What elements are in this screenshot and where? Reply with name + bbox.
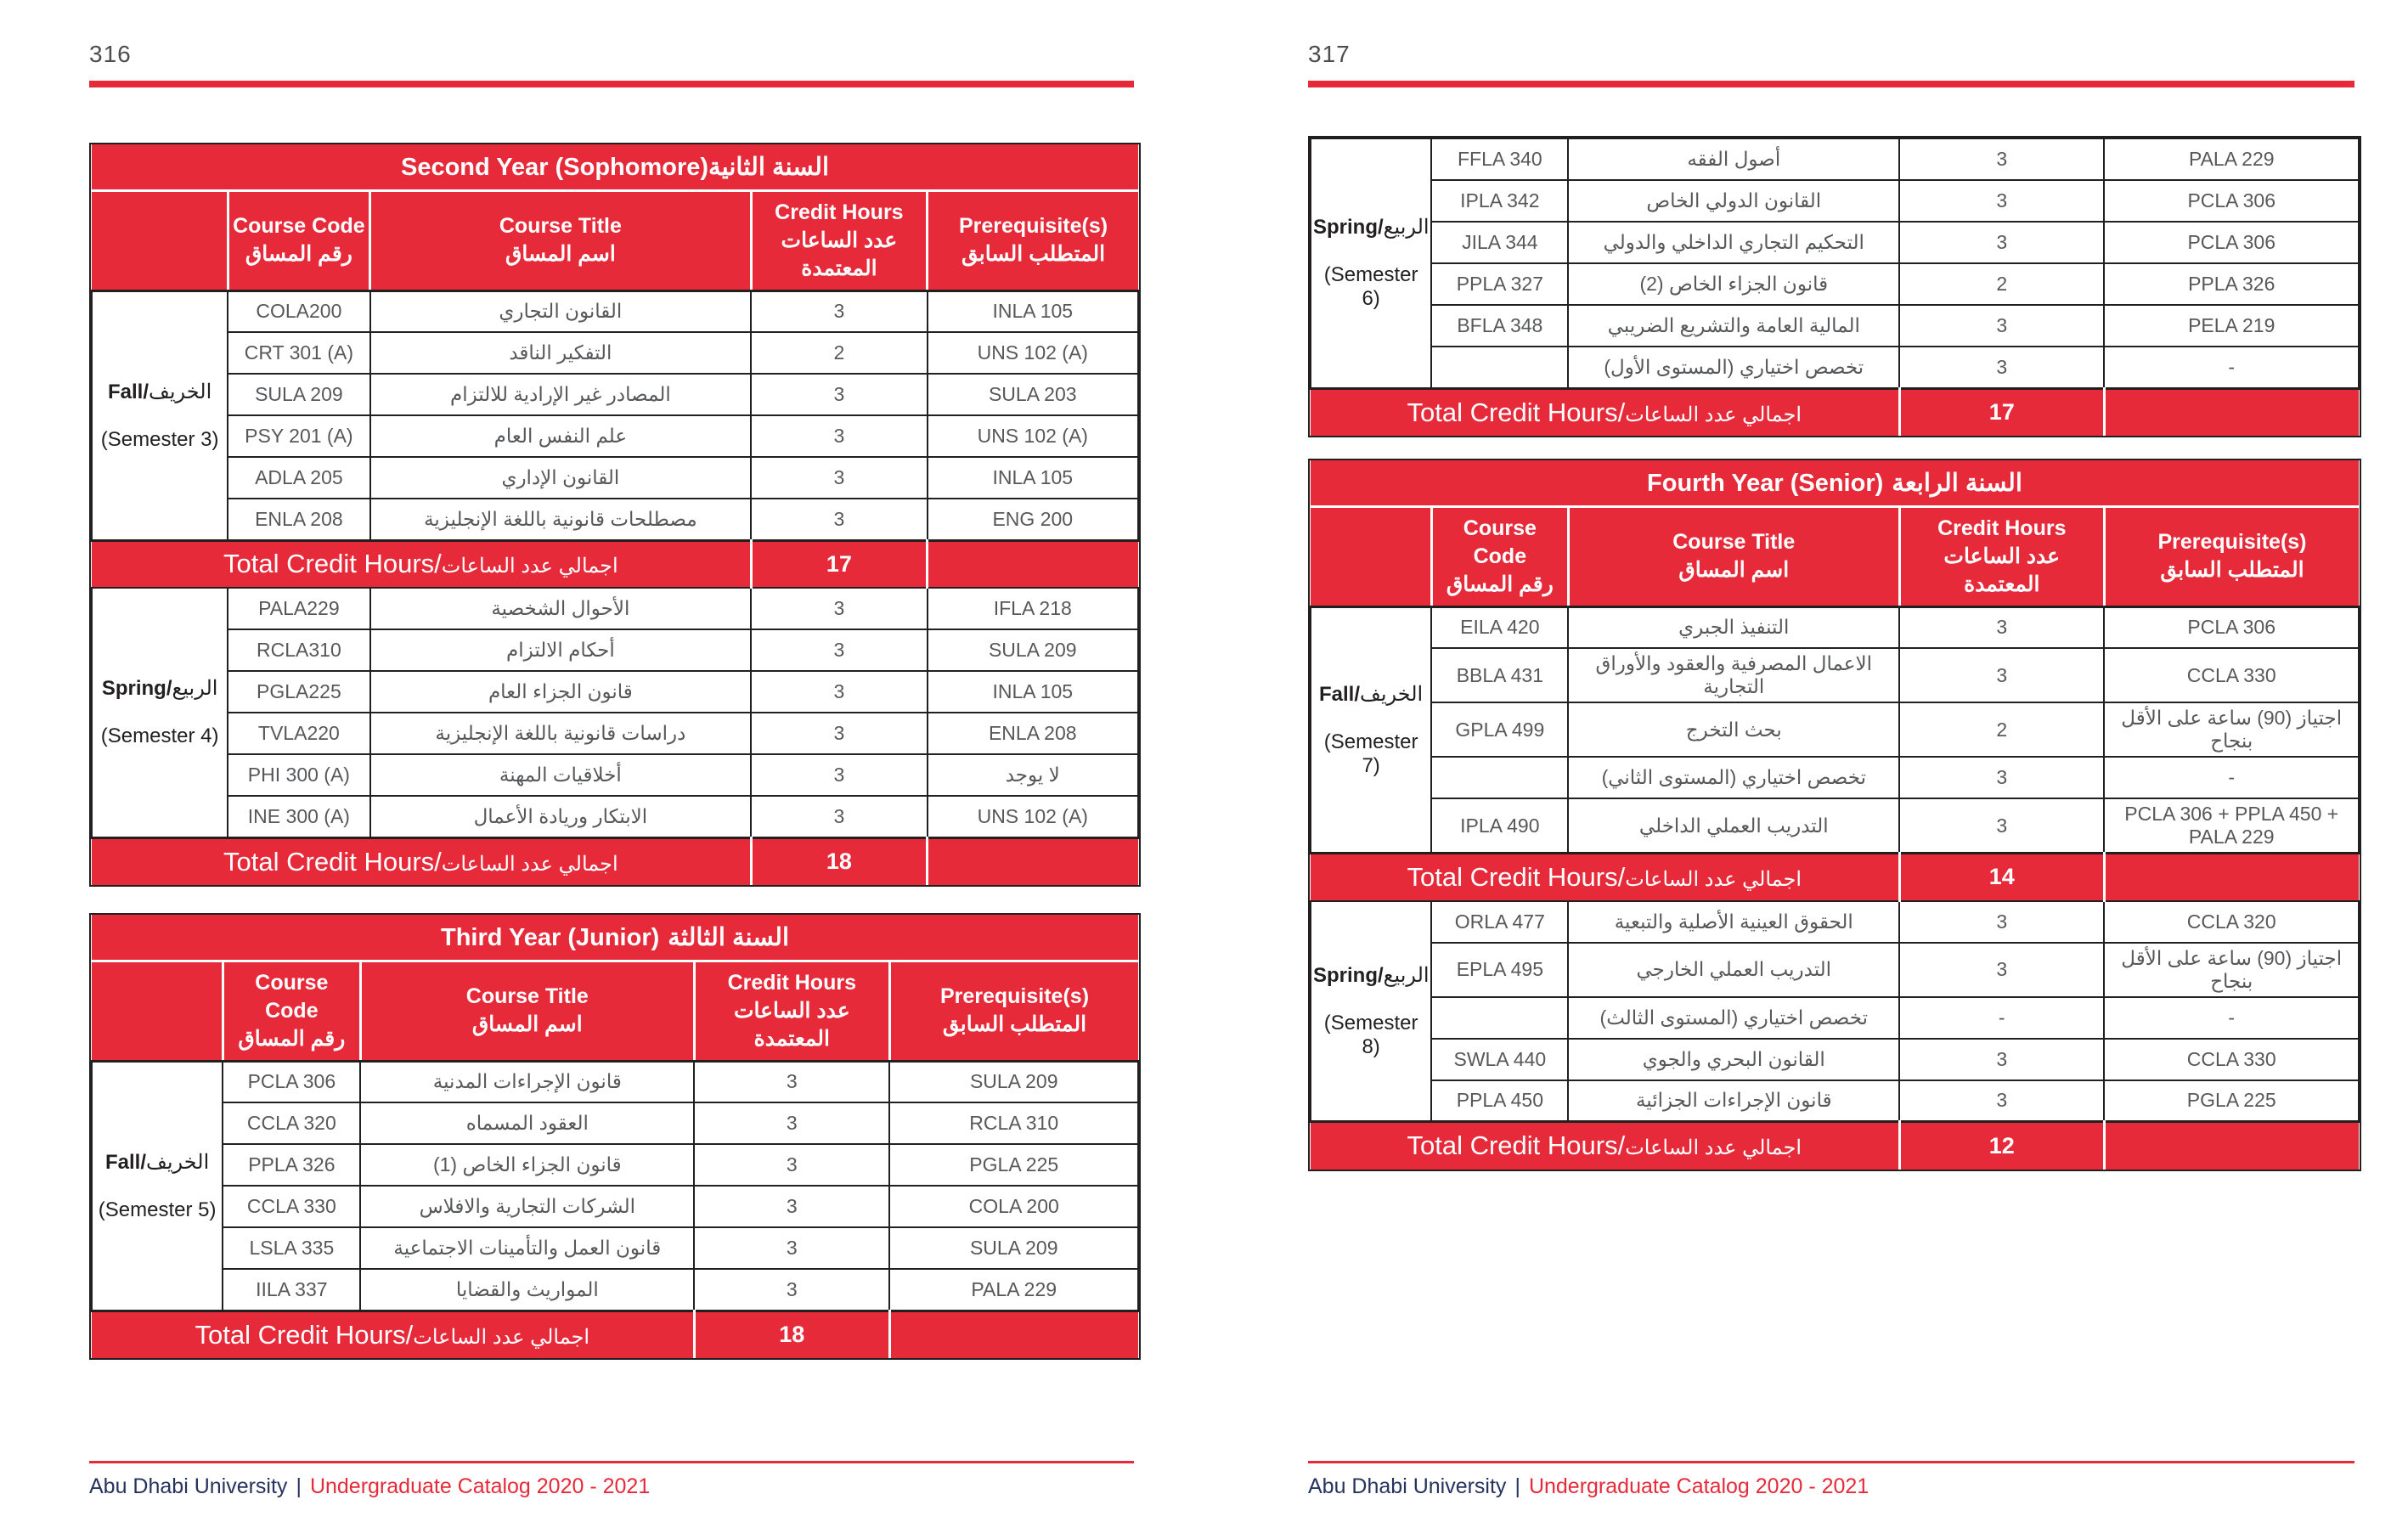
column-header-row bbox=[92, 961, 1138, 1061]
total-empty-cell bbox=[2104, 388, 2359, 436]
course-title-cell: علم النفس العام bbox=[370, 415, 752, 457]
footer-separator: | bbox=[296, 1474, 302, 1498]
course-code-cell: PPLA 327 bbox=[1431, 263, 1568, 305]
semester-cell bbox=[1311, 606, 1431, 854]
course-code-cell: IPLA 342 bbox=[1431, 180, 1568, 222]
credit-hours-cell: - bbox=[1899, 997, 2104, 1039]
corner-cell bbox=[92, 190, 228, 290]
prereq-cell: CCLA 320 bbox=[2104, 901, 2359, 943]
course-code-cell: PSY 201 (A) bbox=[228, 415, 369, 457]
total-label-cell: Total Credit Hours/اجمالي عدد الساعات bbox=[1311, 854, 1899, 901]
prereq-cell: PALA 229 bbox=[889, 1269, 1138, 1311]
total-label-cell: Total Credit Hours/اجمالي عدد الساعات bbox=[92, 1311, 694, 1358]
credit-hours-cell: 3 bbox=[1899, 648, 2104, 702]
prereq-cell: PCLA 306 + PPLA 450 + PALA 229 bbox=[2104, 798, 2359, 854]
course-row bbox=[1311, 901, 2359, 943]
prereq-cell: ENLA 208 bbox=[928, 713, 1138, 754]
prereq-cell: INLA 105 bbox=[928, 457, 1138, 499]
course-title-cell: تخصص اختياري (المستوى الثاني) bbox=[1568, 757, 1899, 798]
total-label-cell: Total Credit Hours/اجمالي عدد الساعات bbox=[92, 837, 751, 885]
course-title-cell: بحث التخرج bbox=[1568, 702, 1899, 757]
prereq-cell: PGLA 225 bbox=[2104, 1080, 2359, 1122]
prereq-header: Prerequisite(s) المتطلب السابق bbox=[928, 190, 1138, 290]
course-title-cell: الحقوق العينية الأصلية والتبعية bbox=[1568, 901, 1899, 943]
prereq-header: Prerequisite(s) المتطلب السابق bbox=[2104, 506, 2359, 606]
total-label-cell: Total Credit Hours/اجمالي عدد الساعات bbox=[1311, 388, 1899, 436]
course-title-cell: القانون الإداري bbox=[370, 457, 752, 499]
course-table bbox=[1310, 138, 2360, 436]
prereq-cell: PELA 219 bbox=[2104, 305, 2359, 347]
course-code-cell: PGLA225 bbox=[228, 671, 369, 713]
course-code-cell: PHI 300 (A) bbox=[228, 754, 369, 796]
credit-hours-cell: 2 bbox=[751, 332, 927, 374]
course-code-cell: TVLA220 bbox=[228, 713, 369, 754]
footer-separator: | bbox=[1514, 1474, 1520, 1498]
course-title-cell: تخصص اختياري (المستوى الأول) bbox=[1568, 347, 1899, 388]
corner-cell bbox=[1311, 506, 1431, 606]
prereq-cell: ENG 200 bbox=[928, 499, 1138, 540]
credit-header: Credit Hours عدد الساعات المعتمدة bbox=[1899, 506, 2104, 606]
code-header: Course Code رقم المساق bbox=[1431, 506, 1568, 606]
prereq-cell: لا يوجد bbox=[928, 754, 1138, 796]
credit-hours-cell: 3 bbox=[1899, 180, 2104, 222]
semester-cell bbox=[92, 1061, 223, 1311]
prereq-cell: CCLA 330 bbox=[2104, 1039, 2359, 1080]
prereq-cell: SULA 203 bbox=[928, 374, 1138, 415]
course-row bbox=[92, 588, 1138, 629]
prereq-cell: - bbox=[2104, 347, 2359, 388]
total-value-cell: 12 bbox=[1899, 1122, 2104, 1170]
credit-header: Credit Hours عدد الساعات المعتمدة bbox=[694, 961, 889, 1061]
senior-table bbox=[1308, 459, 2361, 1171]
course-row bbox=[1311, 997, 2359, 1039]
prereq-cell: SULA 209 bbox=[928, 629, 1138, 671]
semester-cell bbox=[1311, 138, 1431, 388]
footer-university: Abu Dhabi University bbox=[89, 1474, 288, 1498]
footer-rule bbox=[89, 1461, 1134, 1463]
prereq-cell: UNS 102 (A) bbox=[928, 332, 1138, 374]
header-rule bbox=[89, 81, 1134, 87]
course-row bbox=[92, 1102, 1138, 1144]
course-title-cell: التفكير الناقد bbox=[370, 332, 752, 374]
semester-cell bbox=[92, 290, 228, 540]
course-row bbox=[92, 629, 1138, 671]
course-code-cell: CCLA 330 bbox=[223, 1186, 360, 1227]
course-code-cell: BFLA 348 bbox=[1431, 305, 1568, 347]
sophomore-table bbox=[89, 143, 1141, 887]
course-title-cell: قانون الجزاء الخاص (1) bbox=[360, 1144, 694, 1186]
course-title-cell: المواريث والقضايا bbox=[360, 1269, 694, 1311]
course-row bbox=[1311, 263, 2359, 305]
footer bbox=[1308, 1474, 1869, 1499]
course-title-cell: القانون التجاري bbox=[370, 290, 752, 332]
course-title-cell: التحكيم التجاري الداخلي والدولي bbox=[1568, 222, 1899, 263]
course-title-cell: الابتكار وريادة الأعمال bbox=[370, 796, 752, 837]
course-code-cell: IILA 337 bbox=[223, 1269, 360, 1311]
course-row bbox=[92, 713, 1138, 754]
prereq-cell: CCLA 330 bbox=[2104, 648, 2359, 702]
course-code-cell: BBLA 431 bbox=[1431, 648, 1568, 702]
total-row bbox=[92, 1311, 1138, 1358]
total-value-cell: 18 bbox=[751, 837, 927, 885]
course-code-cell: RCLA310 bbox=[228, 629, 369, 671]
prereq-cell: IFLA 218 bbox=[928, 588, 1138, 629]
course-row bbox=[1311, 757, 2359, 798]
course-row bbox=[92, 671, 1138, 713]
course-row bbox=[92, 1061, 1138, 1102]
course-code-cell: JILA 344 bbox=[1431, 222, 1568, 263]
course-title-cell: دراسات قانونية باللغة الإنجليزية bbox=[370, 713, 752, 754]
credit-hours-cell: 3 bbox=[751, 499, 927, 540]
credit-hours-cell: 3 bbox=[1899, 798, 2104, 854]
credit-hours-cell: 3 bbox=[1899, 901, 2104, 943]
course-code-cell: PPLA 450 bbox=[1431, 1080, 1568, 1122]
course-code-cell: SWLA 440 bbox=[1431, 1039, 1568, 1080]
total-label-cell: Total Credit Hours/اجمالي عدد الساعات bbox=[92, 540, 751, 588]
credit-hours-cell: 3 bbox=[1899, 757, 2104, 798]
course-row bbox=[1311, 702, 2359, 757]
title-header: Course Title اسم المساق bbox=[1568, 506, 1899, 606]
course-code-cell: CRT 301 (A) bbox=[228, 332, 369, 374]
credit-hours-cell: 3 bbox=[751, 415, 927, 457]
course-code-cell: EPLA 495 bbox=[1431, 943, 1568, 997]
prereq-cell: PALA 229 bbox=[2104, 138, 2359, 180]
semester-label: Spring/الربيع bbox=[101, 677, 218, 701]
course-title-cell: أخلاقيات المهنة bbox=[370, 754, 752, 796]
prereq-cell: - bbox=[2104, 757, 2359, 798]
course-row bbox=[92, 374, 1138, 415]
page-number: 316 bbox=[89, 41, 132, 67]
course-row bbox=[92, 415, 1138, 457]
semester-number: (Semester 6) bbox=[1323, 263, 1418, 311]
total-row bbox=[92, 540, 1138, 588]
course-code-cell: CCLA 320 bbox=[223, 1102, 360, 1144]
table-title: Third Year (Junior) السنة الثالثة bbox=[92, 915, 1138, 961]
prereq-header: Prerequisite(s) المتطلب السابق bbox=[889, 961, 1138, 1061]
junior-table bbox=[89, 913, 1141, 1360]
credit-hours-cell: 3 bbox=[694, 1061, 889, 1102]
prereq-cell: SULA 209 bbox=[889, 1061, 1138, 1102]
prereq-cell: COLA 200 bbox=[889, 1186, 1138, 1227]
credit-hours-cell: 3 bbox=[751, 671, 927, 713]
prereq-cell: PCLA 306 bbox=[2104, 222, 2359, 263]
semester6-table bbox=[1308, 136, 2361, 437]
footer bbox=[89, 1474, 650, 1499]
course-row bbox=[1311, 606, 2359, 648]
credit-hours-cell: 3 bbox=[751, 457, 927, 499]
course-title-cell: الاعمال المصرفية والعقود والأوراق التجارية bbox=[1568, 648, 1899, 702]
column-header-row bbox=[1311, 506, 2359, 606]
credit-hours-cell: 3 bbox=[751, 629, 927, 671]
code-header: Course Code رقم المساق bbox=[223, 961, 360, 1061]
credit-hours-cell: 3 bbox=[1899, 305, 2104, 347]
prereq-cell: RCLA 310 bbox=[889, 1102, 1138, 1144]
credit-hours-cell: 3 bbox=[1899, 1039, 2104, 1080]
course-title-cell: قانون العمل والتأمينات الاجتماعية bbox=[360, 1227, 694, 1269]
course-code-cell: IPLA 490 bbox=[1431, 798, 1568, 854]
semester-cell bbox=[92, 588, 228, 837]
course-code-cell: LSLA 335 bbox=[223, 1227, 360, 1269]
course-title-cell: أصول الفقه bbox=[1568, 138, 1899, 180]
prereq-cell: UNS 102 (A) bbox=[928, 415, 1138, 457]
total-row bbox=[92, 837, 1138, 885]
title-header: Course Title اسم المساق bbox=[370, 190, 752, 290]
course-code-cell bbox=[1431, 347, 1568, 388]
semester-number: (Semester 8) bbox=[1323, 1011, 1418, 1058]
total-value-cell: 18 bbox=[694, 1311, 889, 1358]
course-row bbox=[1311, 798, 2359, 854]
course-title-cell: الشركات التجارية والافلاس bbox=[360, 1186, 694, 1227]
credit-hours-cell: 3 bbox=[751, 796, 927, 837]
course-code-cell bbox=[1431, 997, 1568, 1039]
credit-hours-cell: 3 bbox=[1899, 347, 2104, 388]
total-row bbox=[1311, 1122, 2359, 1170]
credit-hours-cell: 3 bbox=[694, 1227, 889, 1269]
semester-label: Fall/الخريف bbox=[1318, 682, 1424, 706]
total-row bbox=[1311, 854, 2359, 901]
footer-university: Abu Dhabi University bbox=[1308, 1474, 1507, 1498]
credit-hours-cell: 3 bbox=[751, 713, 927, 754]
page-number: 317 bbox=[1308, 41, 1351, 67]
course-row bbox=[1311, 1080, 2359, 1122]
course-code-cell: ORLA 477 bbox=[1431, 901, 1568, 943]
total-empty-cell bbox=[928, 540, 1138, 588]
semester-number: (Semester 5) bbox=[98, 1198, 217, 1221]
credit-hours-cell: 3 bbox=[694, 1102, 889, 1144]
title-header: Course Title اسم المساق bbox=[360, 961, 694, 1061]
course-title-cell: القانون الدولي الخاص bbox=[1568, 180, 1899, 222]
course-table bbox=[1310, 460, 2360, 1170]
course-title-cell: قانون الإجراءات المدنية bbox=[360, 1061, 694, 1102]
course-row bbox=[92, 332, 1138, 374]
code-header: Course Code رقم المساق bbox=[228, 190, 369, 290]
credit-hours-cell: 3 bbox=[694, 1269, 889, 1311]
credit-header: Credit Hours عدد الساعات المعتمدة bbox=[751, 190, 927, 290]
course-row bbox=[92, 290, 1138, 332]
prereq-cell: SULA 209 bbox=[889, 1227, 1138, 1269]
semester-number: (Semester 7) bbox=[1323, 730, 1418, 777]
course-row bbox=[92, 1227, 1138, 1269]
prereq-cell: اجتياز (90) ساعة على الأقل بنجاح bbox=[2104, 943, 2359, 997]
column-header-row bbox=[92, 190, 1138, 290]
course-code-cell: PPLA 326 bbox=[223, 1144, 360, 1186]
prereq-cell: PCLA 306 bbox=[2104, 180, 2359, 222]
course-code-cell: INE 300 (A) bbox=[228, 796, 369, 837]
semester-cell bbox=[1311, 901, 1431, 1122]
course-title-cell: قانون الجزاء الخاص (2) bbox=[1568, 263, 1899, 305]
course-row bbox=[92, 1144, 1138, 1186]
course-title-cell: قانون الإجراءات الجزائية bbox=[1568, 1080, 1899, 1122]
course-code-cell: ENLA 208 bbox=[228, 499, 369, 540]
course-title-cell: القانون البحري والجوي bbox=[1568, 1039, 1899, 1080]
credit-hours-cell: 3 bbox=[1899, 606, 2104, 648]
total-value-cell: 17 bbox=[1899, 388, 2104, 436]
course-row bbox=[1311, 943, 2359, 997]
course-row bbox=[92, 1269, 1138, 1311]
course-table bbox=[91, 144, 1139, 885]
course-title-cell: أحكام الالتزام bbox=[370, 629, 752, 671]
course-title-cell: قانون الجزاء العام bbox=[370, 671, 752, 713]
prereq-cell: اجتياز (90) ساعة على الأقل بنجاح bbox=[2104, 702, 2359, 757]
prereq-cell: INLA 105 bbox=[928, 290, 1138, 332]
course-code-cell: COLA200 bbox=[228, 290, 369, 332]
prereq-cell: PPLA 326 bbox=[2104, 263, 2359, 305]
prereq-cell: PGLA 225 bbox=[889, 1144, 1138, 1186]
course-row bbox=[1311, 180, 2359, 222]
table-title: Second Year (Sophomore)السنة الثانية bbox=[92, 144, 1138, 190]
footer-catalog: Undergraduate Catalog 2020 - 2021 bbox=[309, 1474, 651, 1498]
course-title-cell: تخصص اختياري (المستوى الثالث) bbox=[1568, 997, 1899, 1039]
semester-label: Spring/الربيع bbox=[1313, 963, 1430, 987]
total-value-cell: 17 bbox=[751, 540, 927, 588]
course-code-cell bbox=[1431, 757, 1568, 798]
course-row bbox=[1311, 1039, 2359, 1080]
course-row bbox=[1311, 305, 2359, 347]
total-row bbox=[1311, 388, 2359, 436]
credit-hours-cell: 3 bbox=[1899, 138, 2104, 180]
course-title-cell: التدريب العملي الداخلي bbox=[1568, 798, 1899, 854]
credit-hours-cell: 2 bbox=[1899, 263, 2104, 305]
course-code-cell: PCLA 306 bbox=[223, 1061, 360, 1102]
prereq-cell: INLA 105 bbox=[928, 671, 1138, 713]
course-row bbox=[92, 754, 1138, 796]
course-code-cell: ADLA 205 bbox=[228, 457, 369, 499]
semester-label: Fall/الخريف bbox=[107, 380, 212, 403]
course-row bbox=[1311, 222, 2359, 263]
credit-hours-cell: 3 bbox=[751, 290, 927, 332]
total-value-cell: 14 bbox=[1899, 854, 2104, 901]
course-title-cell: المالية العامة والتشريع الضريبي bbox=[1568, 305, 1899, 347]
credit-hours-cell: 2 bbox=[1899, 702, 2104, 757]
course-table bbox=[91, 915, 1139, 1358]
course-title-cell: العقود المسماه bbox=[360, 1102, 694, 1144]
header-rule bbox=[1308, 81, 2354, 87]
course-row bbox=[1311, 138, 2359, 180]
course-row bbox=[1311, 347, 2359, 388]
course-title-cell: المصادر غير الإرادية للالتزام bbox=[370, 374, 752, 415]
prereq-cell: UNS 102 (A) bbox=[928, 796, 1138, 837]
total-empty-cell bbox=[2104, 854, 2359, 901]
table-title: Fourth Year (Senior) السنة الرابعة bbox=[1311, 460, 2359, 506]
course-code-cell: FFLA 340 bbox=[1431, 138, 1568, 180]
corner-cell bbox=[92, 961, 223, 1061]
total-empty-cell bbox=[889, 1311, 1138, 1358]
semester-number: (Semester 3) bbox=[100, 427, 219, 451]
total-label-cell: Total Credit Hours/اجمالي عدد الساعات bbox=[1311, 1122, 1899, 1170]
semester-label: Fall/الخريف bbox=[104, 1150, 210, 1174]
course-row bbox=[92, 457, 1138, 499]
course-row bbox=[92, 1186, 1138, 1227]
course-row bbox=[92, 499, 1138, 540]
course-code-cell: SULA 209 bbox=[228, 374, 369, 415]
credit-hours-cell: 3 bbox=[1899, 943, 2104, 997]
prereq-cell: - bbox=[2104, 997, 2359, 1039]
prereq-cell: PCLA 306 bbox=[2104, 606, 2359, 648]
credit-hours-cell: 3 bbox=[751, 754, 927, 796]
semester-number: (Semester 4) bbox=[100, 724, 219, 748]
semester-label: Spring/الربيع bbox=[1313, 216, 1430, 240]
course-code-cell: PALA229 bbox=[228, 588, 369, 629]
credit-hours-cell: 3 bbox=[1899, 1080, 2104, 1122]
total-empty-cell bbox=[928, 837, 1138, 885]
footer-catalog: Undergraduate Catalog 2020 - 2021 bbox=[1528, 1474, 1869, 1498]
course-title-cell: مصطلحات قانونية باللغة الإنجليزية bbox=[370, 499, 752, 540]
table-title-row bbox=[92, 144, 1138, 190]
course-title-cell: الأحوال الشخصية bbox=[370, 588, 752, 629]
course-title-cell: التدريب العملي الخارجي bbox=[1568, 943, 1899, 997]
footer-rule bbox=[1308, 1461, 2354, 1463]
credit-hours-cell: 3 bbox=[694, 1144, 889, 1186]
credit-hours-cell: 3 bbox=[751, 588, 927, 629]
course-row bbox=[1311, 648, 2359, 702]
course-code-cell: EILA 420 bbox=[1431, 606, 1568, 648]
table-title-row bbox=[1311, 460, 2359, 506]
course-title-cell: التنفيذ الجبري bbox=[1568, 606, 1899, 648]
table-title-row bbox=[92, 915, 1138, 961]
credit-hours-cell: 3 bbox=[751, 374, 927, 415]
total-empty-cell bbox=[2104, 1122, 2359, 1170]
page-right bbox=[1204, 0, 2407, 1539]
course-row bbox=[92, 796, 1138, 837]
credit-hours-cell: 3 bbox=[694, 1186, 889, 1227]
course-code-cell: GPLA 499 bbox=[1431, 702, 1568, 757]
credit-hours-cell: 3 bbox=[1899, 222, 2104, 263]
